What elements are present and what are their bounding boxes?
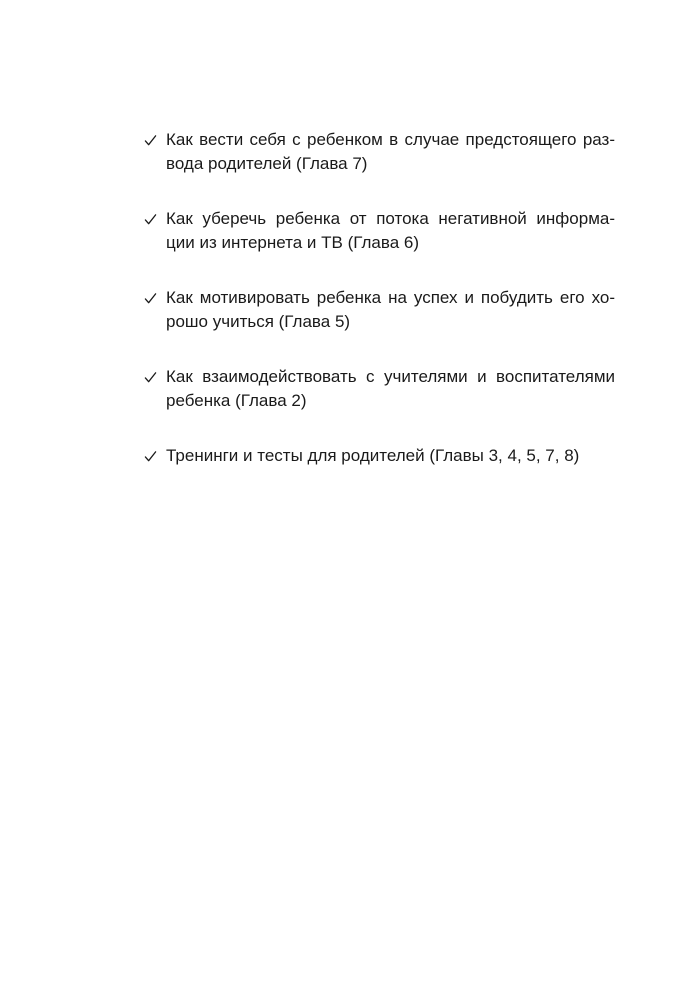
checklist-item-text-line: Как мотивировать ребенка на успех и побудить его хо- [166,288,615,307]
checkmark-icon [142,207,158,231]
checkmark-icon [142,128,158,152]
checklist-item [140,365,615,413]
checklist-item-text-line: рошо учиться (Глава 5) [166,312,351,331]
checkmark-icon [142,444,158,468]
checklist-item [140,444,615,468]
checklist-item [140,207,615,255]
checklist-item-text-line: ции из интернета и ТВ (Глава 6) [166,233,419,252]
checklist-item [140,286,615,334]
checklist-item [140,128,615,176]
checklist-item-text-line: Тренинги и тесты для родителей (Главы 3, 4, 5, 7, 8) [166,446,580,465]
checklist-item-text-line: Как уберечь ребенка от потока негативной информа- [166,209,615,228]
checklist-item-text-line: ребенка (Глава 2) [166,391,307,410]
checklist-item-text-line: Как вести себя с ребенком в случае предстоящего раз- [166,130,615,149]
checklist-item-text-line: вода родителей (Глава 7) [166,154,368,173]
checkmark-icon [142,365,158,389]
feature-checklist [140,128,615,499]
checkmark-icon [142,286,158,310]
checklist-item-text-line: Как взаимодействовать с учителями и воспитателями [166,367,615,386]
